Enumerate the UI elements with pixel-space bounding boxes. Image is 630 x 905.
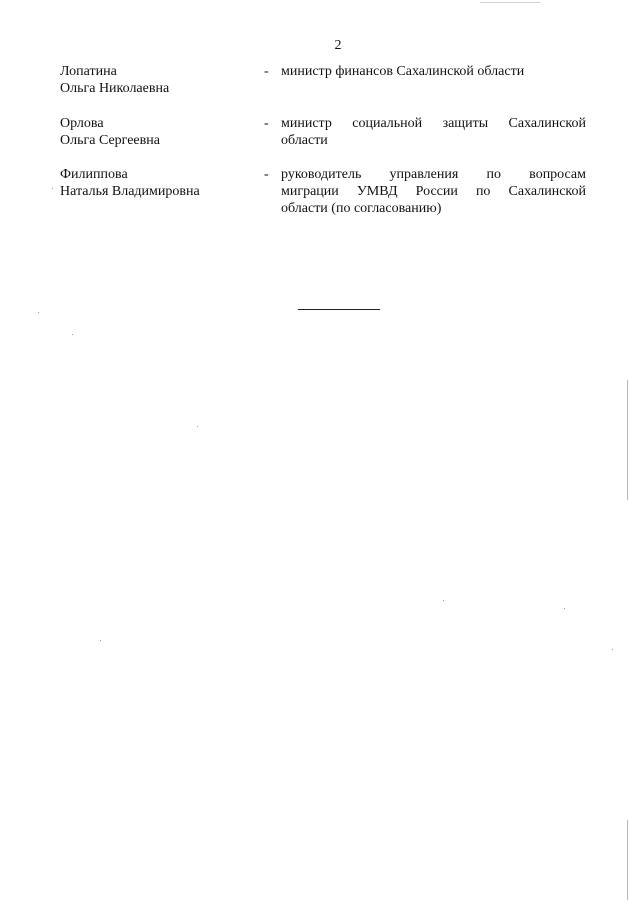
entry-dash: - [264, 116, 269, 131]
member-role-line: области (по согласованию) [281, 201, 442, 216]
member-role [281, 63, 586, 80]
scan-speck [52, 188, 53, 189]
member-role-line: области [281, 133, 328, 148]
member-role [281, 166, 586, 217]
member-name [60, 166, 260, 200]
member-role-line: руководитель управления по вопросам [281, 167, 586, 182]
scan-speck [443, 600, 444, 601]
scan-speck [38, 312, 39, 313]
member-role-line: министр социальной защиты Сахалинской [281, 116, 586, 131]
member-name [60, 115, 260, 149]
scan-edge-mark [627, 380, 628, 500]
scan-speck [100, 640, 101, 641]
scan-speck [612, 649, 613, 650]
scan-speck [197, 426, 198, 427]
entry-dash: - [264, 167, 269, 182]
scan-edge-mark [627, 820, 628, 900]
page-number: 2 [334, 38, 342, 53]
scan-speck [480, 2, 540, 3]
member-role-line: министр финансов Сахалинской области [281, 64, 525, 79]
scan-speck [564, 608, 565, 609]
member-surname: Лопатина [60, 64, 117, 79]
member-given-names: Ольга Николаевна [60, 81, 170, 96]
member-name [60, 63, 260, 97]
end-separator-line [298, 309, 380, 310]
member-given-names: Наталья Владимировна [60, 184, 200, 199]
member-given-names: Ольга Сергеевна [60, 133, 160, 148]
member-surname: Орлова [60, 116, 104, 131]
scan-speck [72, 334, 73, 335]
member-surname: Филиппова [60, 167, 128, 182]
member-role [281, 115, 586, 149]
entry-dash: - [264, 64, 269, 79]
member-role-line: миграции УМВД России по Сахалинской [281, 184, 586, 199]
